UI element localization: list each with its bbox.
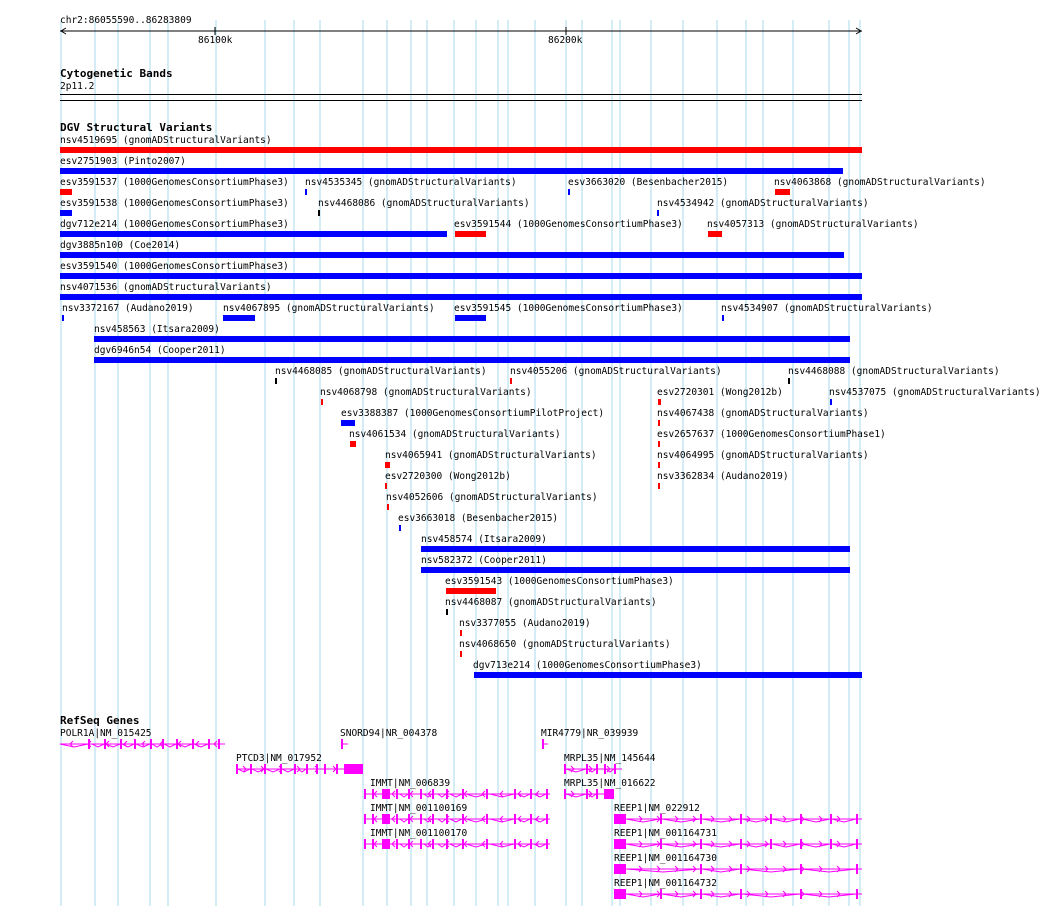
exon — [120, 739, 122, 749]
dgv-feature-label[interactable]: dgv712e214 (1000GenomesConsortiumPhase3) — [60, 219, 289, 230]
refseq-gene-model[interactable] — [341, 739, 348, 749]
cytoband-label: 2p11.2 — [60, 81, 95, 92]
dgv-feature-label[interactable]: nsv3377055 (Audano2019) — [459, 618, 591, 629]
refseq-gene-model[interactable] — [564, 764, 622, 774]
dgv-feature-label[interactable]: esv2657637 (1000GenomesConsortiumPhase1) — [657, 429, 886, 440]
dgv-feature-label[interactable]: nsv4537075 (gnomADStructuralVariants) — [829, 387, 1041, 398]
ruler-tick-label: 86200k — [548, 35, 583, 46]
cytoband-track-title: Cytogenetic Bands — [60, 67, 173, 80]
dgv-feature-label[interactable]: nsv582372 (Cooper2011) — [421, 555, 547, 566]
exon — [514, 839, 516, 849]
refseq-gene-label[interactable]: REEP1|NM_001164731 — [614, 828, 717, 839]
dgv-feature-label[interactable]: nsv4067895 (gnomADStructuralVariants) — [223, 303, 435, 314]
exon — [420, 839, 422, 849]
exon — [700, 839, 702, 849]
exon — [530, 814, 532, 824]
exon — [830, 839, 832, 849]
ruler-position: chr2:86055590..86283809 — [60, 15, 192, 26]
dgv-feature-label[interactable]: esv3591538 (1000GenomesConsortiumPhase3) — [60, 198, 289, 209]
refseq-gene-model[interactable] — [364, 814, 550, 824]
dgv-feature-label[interactable]: esv3591537 (1000GenomesConsortiumPhase3) — [60, 177, 289, 188]
refseq-gene-label[interactable]: REEP1|NM_001164732 — [614, 878, 717, 889]
dgv-feature-label[interactable]: nsv4055206 (gnomADStructuralVariants) — [510, 366, 722, 377]
exon — [364, 814, 366, 824]
dgv-feature-label[interactable]: esv3591545 (1000GenomesConsortiumPhase3) — [454, 303, 683, 314]
refseq-track-title: RefSeq Genes — [60, 714, 140, 727]
exon — [586, 764, 588, 774]
dgv-feature-label[interactable]: nsv4067438 (gnomADStructuralVariants) — [657, 408, 869, 419]
exon — [740, 814, 742, 824]
dgv-feature-label[interactable]: dgv3885n100 (Coe2014) — [60, 240, 181, 251]
exon — [420, 789, 422, 799]
exon — [382, 814, 390, 824]
dgv-feature-label[interactable]: nsv4468087 (gnomADStructuralVariants) — [445, 597, 657, 608]
refseq-gene-label[interactable]: MIR4779|NR_039939 — [541, 728, 639, 739]
dgv-feature-label[interactable]: nsv458574 (Itsara2009) — [421, 534, 547, 545]
exon — [800, 839, 802, 849]
dgv-feature-label[interactable]: esv3388387 (1000GenomesConsortiumPilotProject) — [341, 408, 605, 419]
exon — [250, 764, 252, 774]
exon — [856, 889, 858, 899]
exon — [614, 764, 616, 774]
exon — [770, 839, 772, 849]
dgv-feature-label[interactable]: esv2720300 (Wong2012b) — [385, 471, 511, 482]
refseq-gene-model[interactable] — [614, 814, 862, 824]
exon — [486, 814, 488, 824]
dgv-feature-label[interactable]: nsv4468088 (gnomADStructuralVariants) — [788, 366, 1000, 377]
exon — [530, 839, 532, 849]
refseq-gene-label[interactable]: MRPL35|NM_016622 — [564, 778, 656, 789]
exon — [294, 764, 296, 774]
exon — [740, 864, 742, 874]
refseq-gene-model[interactable] — [564, 789, 614, 799]
dgv-feature-label[interactable]: nsv4519695 (gnomADStructuralVariants) — [60, 135, 272, 146]
exon — [134, 739, 136, 749]
exon — [542, 739, 544, 749]
exon — [596, 764, 598, 774]
refseq-gene-label[interactable]: IMMT|NM_006839 — [370, 778, 451, 789]
exon — [700, 864, 702, 874]
exon — [856, 814, 858, 824]
refseq-gene-label[interactable]: IMMT|NM_001100169 — [370, 803, 468, 814]
exon — [208, 739, 210, 749]
exon — [564, 764, 566, 774]
exon — [546, 814, 548, 824]
exon — [596, 789, 598, 799]
dgv-feature-label[interactable]: esv2751903 (Pinto2007) — [60, 156, 186, 167]
refseq-gene-label[interactable]: REEP1|NM_001164730 — [614, 853, 717, 864]
exon — [162, 739, 164, 749]
exon — [420, 814, 422, 824]
dgv-feature-label[interactable]: esv3591544 (1000GenomesConsortiumPhase3) — [454, 219, 683, 230]
exon — [604, 789, 614, 799]
exon — [382, 839, 390, 849]
exon — [546, 839, 548, 849]
exon — [341, 739, 343, 749]
dgv-feature-label[interactable]: nsv4065941 (gnomADStructuralVariants) — [385, 450, 597, 461]
dgv-feature-label[interactable]: nsv4535345 (gnomADStructuralVariants) — [305, 177, 517, 188]
exon — [800, 864, 802, 874]
exon — [432, 814, 434, 824]
dgv-track-title: DGV Structural Variants — [60, 121, 213, 134]
refseq-gene-model[interactable] — [364, 839, 550, 849]
dgv-feature-label[interactable]: nsv4068650 (gnomADStructuralVariants) — [459, 639, 671, 650]
exon — [236, 764, 238, 774]
dgv-feature-label[interactable]: nsv4534907 (gnomADStructuralVariants) — [721, 303, 933, 314]
refseq-gene-model[interactable] — [614, 889, 862, 899]
exon — [800, 889, 802, 899]
exon — [856, 864, 858, 874]
dgv-feature-label[interactable]: esv3591543 (1000GenomesConsortiumPhase3) — [445, 576, 674, 587]
refseq-gene-label[interactable]: POLR1A|NM_015425 — [60, 728, 152, 739]
exon — [218, 739, 220, 749]
exon — [364, 839, 366, 849]
dgv-feature-label[interactable]: nsv4057313 (gnomADStructuralVariants) — [707, 219, 919, 230]
exon — [382, 789, 390, 799]
exon — [364, 789, 366, 799]
dgv-feature-label[interactable]: nsv4468086 (gnomADStructuralVariants) — [318, 198, 530, 209]
exon — [514, 789, 516, 799]
exon — [740, 889, 742, 899]
exon — [486, 789, 488, 799]
dgv-feature-label[interactable]: dgv6946n54 (Cooper2011) — [94, 345, 226, 356]
dgv-feature-label[interactable]: nsv4468085 (gnomADStructuralVariants) — [275, 366, 487, 377]
exon — [486, 839, 488, 849]
refseq-gene-model[interactable] — [236, 764, 363, 774]
dgv-feature-label[interactable]: esv3663020 (Besenbacher2015) — [568, 177, 729, 188]
refseq-gene-label[interactable]: MRPL35|NM_145644 — [564, 753, 656, 764]
refseq-gene-model[interactable] — [614, 839, 862, 849]
dgv-feature-label[interactable]: nsv4063868 (gnomADStructuralVariants) — [774, 177, 986, 188]
dgv-feature-label[interactable]: nsv4061534 (gnomADStructuralVariants) — [349, 429, 561, 440]
exon — [700, 889, 702, 899]
exon — [324, 764, 326, 774]
dgv-feature-label[interactable]: nsv4071536 (gnomADStructuralVariants) — [60, 282, 272, 293]
refseq-gene-label[interactable]: IMMT|NM_001100170 — [370, 828, 468, 839]
dgv-feature-label[interactable]: esv2720301 (Wong2012b) — [657, 387, 783, 398]
dgv-feature-label[interactable]: nsv4064995 (gnomADStructuralVariants) — [657, 450, 869, 461]
exon — [800, 814, 802, 824]
exon — [432, 839, 434, 849]
exon — [396, 814, 398, 824]
exon — [546, 789, 548, 799]
exon — [770, 814, 772, 824]
exon — [564, 789, 566, 799]
dgv-feature-label[interactable]: nsv3362834 (Audano2019) — [657, 471, 789, 482]
dgv-feature-label[interactable]: nsv3372167 (Audano2019) — [62, 303, 194, 314]
exon — [830, 814, 832, 824]
refseq-gene-label[interactable]: PTCD3|NM_017952 — [236, 753, 322, 764]
refseq-gene-model[interactable] — [60, 739, 225, 749]
exon — [396, 789, 398, 799]
exon — [396, 839, 398, 849]
exon — [432, 789, 434, 799]
dgv-feature-label[interactable]: esv3591540 (1000GenomesConsortiumPhase3) — [60, 261, 289, 272]
exon — [530, 789, 532, 799]
exon — [700, 814, 702, 824]
dgv-feature-label[interactable]: nsv458563 (Itsara2009) — [94, 324, 220, 335]
refseq-gene-model[interactable] — [364, 789, 550, 799]
exon — [740, 839, 742, 849]
refseq-gene-label[interactable]: REEP1|NM_022912 — [614, 803, 700, 814]
exon — [192, 739, 194, 749]
exon — [150, 739, 152, 749]
refseq-gene-label[interactable]: SNORD94|NR_004378 — [340, 728, 438, 739]
dgv-feature-label[interactable]: nsv4052606 (gnomADStructuralVariants) — [386, 492, 598, 503]
dgv-feature-label[interactable]: esv3663018 (Besenbacher2015) — [398, 513, 559, 524]
dgv-feature-label[interactable]: nsv4534942 (gnomADStructuralVariants) — [657, 198, 869, 209]
exon — [586, 789, 588, 799]
exon — [856, 839, 858, 849]
ruler-tick-label: 86100k — [198, 35, 233, 46]
dgv-feature-label[interactable]: nsv4068798 (gnomADStructuralVariants) — [320, 387, 532, 398]
exon — [514, 814, 516, 824]
refseq-gene-model[interactable] — [614, 864, 862, 874]
dgv-feature-label[interactable]: dgv713e214 (1000GenomesConsortiumPhase3) — [473, 660, 702, 671]
refseq-gene-model[interactable] — [542, 739, 548, 749]
exon — [604, 764, 606, 774]
exon — [306, 764, 308, 774]
